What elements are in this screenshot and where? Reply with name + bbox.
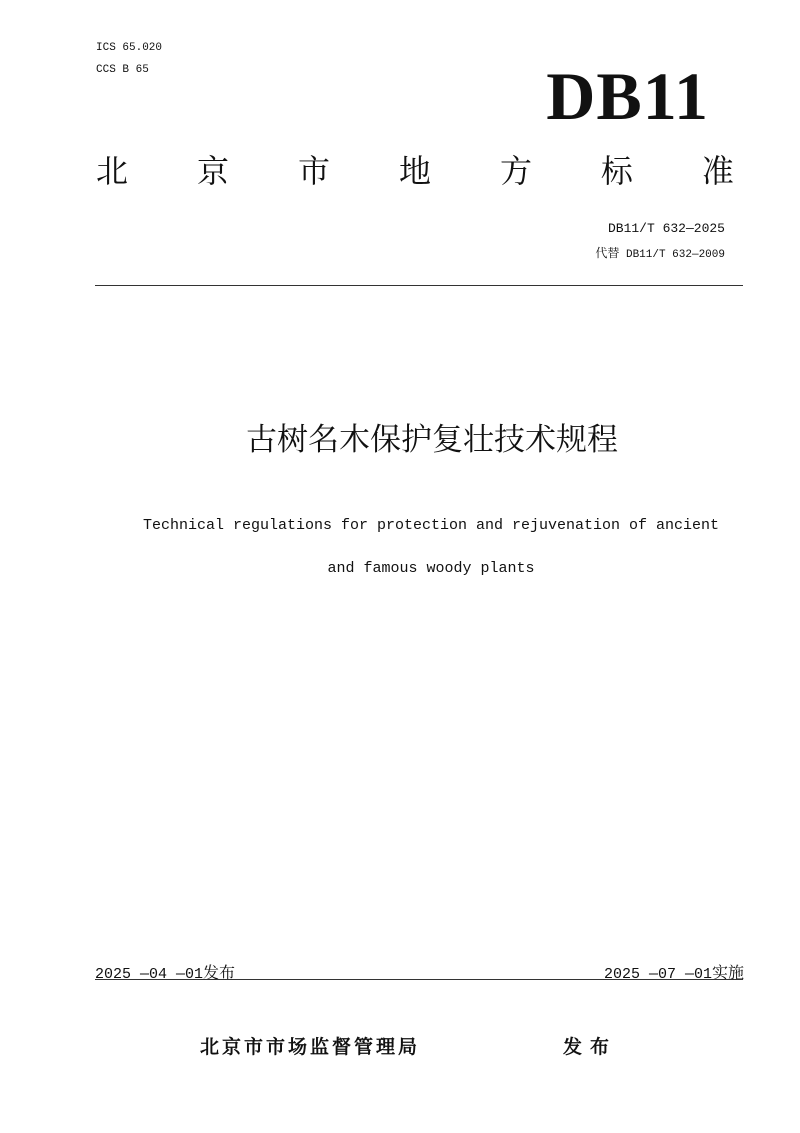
publish-label: 发布 [203, 963, 236, 982]
standard-type-char: 标 [600, 152, 633, 190]
standard-type-char: 北 [96, 152, 129, 190]
publish-date: 2025 —04 —01 [95, 966, 204, 983]
ics-code: ICS 65.020 [96, 42, 163, 54]
chinese-title: 古树名木保护复壮技术规程 [246, 422, 618, 458]
top-divider [95, 285, 743, 286]
issue-action: 发布 [563, 1036, 618, 1058]
implement-date: 2025 —07 —01 [603, 966, 712, 983]
standard-type [96, 152, 734, 190]
standard-number: DB11/T 632—2025 [607, 221, 725, 236]
bottom-divider [95, 979, 743, 980]
replaces-label: 代替 [595, 246, 620, 260]
standard-type-char: 地 [398, 152, 431, 190]
english-title-line-2: and famous woody plants [327, 560, 535, 577]
replaces-number: DB11/T 632—2009 [625, 249, 725, 261]
standard-type-char: 方 [499, 152, 532, 190]
ccs-code: CCS B 65 [96, 64, 149, 76]
standard-type-char: 市 [297, 152, 330, 190]
implement-label: 实施 [711, 963, 744, 982]
db-logo: DB11 [546, 58, 709, 134]
issuing-authority: 北京市市场监督管理局 [200, 1036, 421, 1058]
standard-type-char: 京 [196, 152, 229, 190]
english-title-line-1: Technical regulations for protection and rejuvenation of ancient [142, 517, 720, 534]
standard-type-char: 准 [701, 152, 734, 190]
replaces-line [595, 244, 725, 261]
